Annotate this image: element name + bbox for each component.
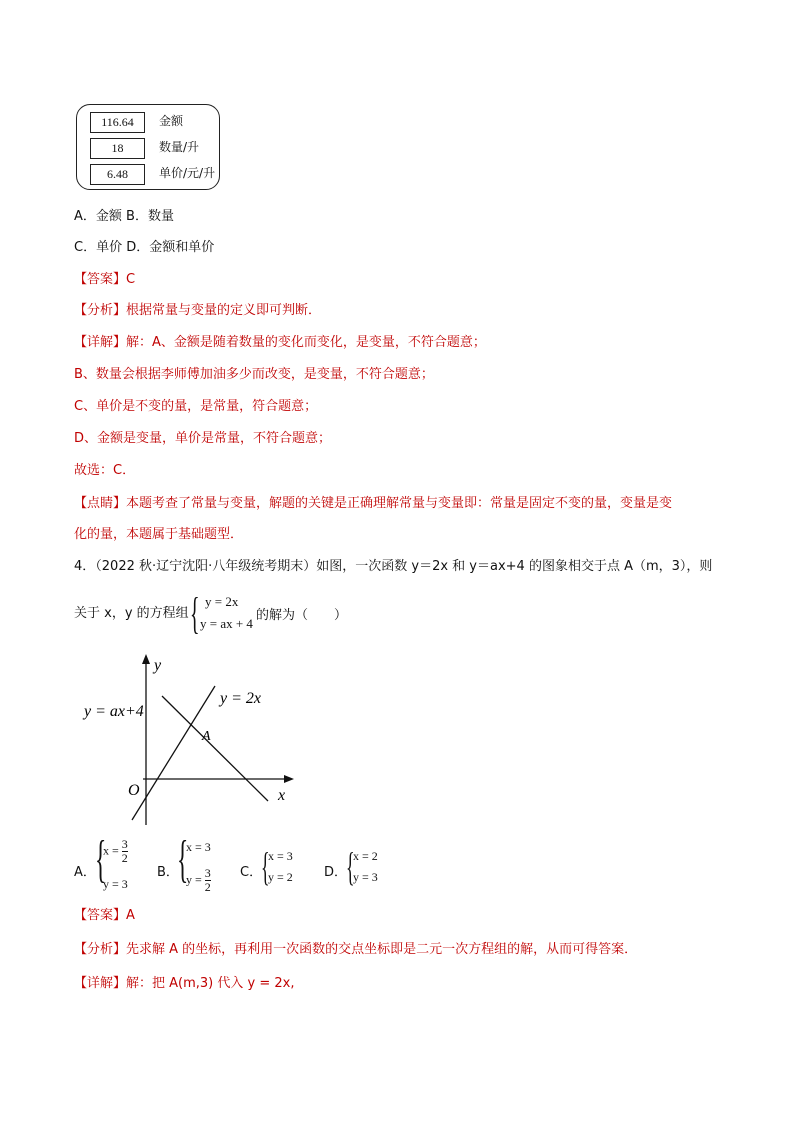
point-a-label: A	[202, 729, 211, 744]
detail-tag: 【详解】	[74, 335, 127, 350]
line-y-ax-plus-4	[162, 696, 268, 801]
line-y-2x	[132, 686, 215, 820]
q4-detail	[74, 974, 294, 994]
q3-detail-2: B、数量会根据李师傅加油多少而改变，是变量，不符合题意；	[74, 367, 434, 382]
line-2x-label: y = 2x	[220, 690, 261, 707]
comment-text: 本题考查了常量与变量，解题的关键是正确理解常量与变量即：常量是固定不变的量，变量是变	[126, 496, 673, 511]
option-d-x: x = 2	[353, 849, 378, 863]
q4-stem-2b: 的解为（ ）	[256, 608, 348, 623]
option-c-x: x = 3	[268, 849, 293, 863]
function-graph	[80, 650, 310, 830]
q3-detail-4: D、金额是变量，单价是常量，不符合题意；	[74, 431, 332, 446]
answer-value: A	[126, 908, 135, 923]
answer-value: C	[126, 272, 136, 287]
option-a-fraction	[122, 838, 128, 865]
q4-answer	[74, 906, 135, 926]
analysis-tag: 【分析】	[74, 303, 127, 318]
detail-tag: 【详解】	[74, 976, 127, 991]
option-c-brace: {	[261, 844, 270, 889]
detail-text: 解：把 A(m,3) 代入 y = 2x,	[126, 976, 295, 991]
detail-text: 解：A、金额是随着数量的变化而变化，是变量，不符合题意；	[126, 335, 486, 350]
q3-comment-1	[74, 494, 672, 514]
line-ax4-label: y = ax+4	[84, 703, 144, 720]
option-b-x: x = 3	[186, 840, 211, 854]
system-eq-2: y = ax + 4	[200, 616, 253, 631]
option-d-y: y = 3	[353, 870, 378, 884]
q4-analysis	[74, 940, 637, 960]
fuel-pump-display	[76, 104, 220, 190]
option-c-label: C．	[240, 865, 263, 880]
answer-tag: 【答案】	[74, 908, 127, 923]
q3-answer	[74, 270, 135, 290]
q4-stem-1: 4．（2022 秋·辽宁沈阳·八年级统考期末）如图，一次函数 y＝2x 和 y＝ax+4 的图象相交于点 A（m，3），则	[74, 559, 713, 574]
y-axis-label: y	[154, 657, 162, 674]
q3-analysis	[74, 301, 321, 321]
option-d-brace: {	[346, 844, 355, 889]
answer-tag: 【答案】	[74, 272, 127, 287]
y-axis-arrow	[142, 654, 150, 664]
option-b-brace: {	[177, 831, 189, 888]
option-c-y: y = 2	[268, 870, 293, 884]
comment-tag: 【点睛】	[74, 496, 127, 511]
fraction-numerator: 3	[121, 837, 128, 851]
q3-options-ab: A．金额 B．数量	[74, 209, 174, 224]
system-brace: {	[190, 589, 200, 638]
unit-price-label: 单价/元/升	[159, 166, 216, 180]
option-b-y-text: y =	[186, 872, 202, 887]
q3-detail-1	[74, 333, 486, 353]
unit-price-value: 6.48	[90, 164, 145, 185]
q3-options-cd: C．单价 D．金额和单价	[74, 240, 215, 255]
fraction-denominator: 2	[204, 880, 211, 894]
system-eq-1: y = 2x	[205, 594, 239, 609]
option-a-brace: {	[95, 831, 107, 888]
option-a-label: A．	[74, 865, 96, 880]
amount-label: 金额	[159, 114, 184, 128]
option-b-fraction	[205, 867, 211, 894]
option-a-x	[103, 838, 128, 865]
analysis-text: 根据常量与变量的定义即可判断．	[126, 303, 322, 318]
option-a-y: y = 3	[103, 877, 128, 891]
amount-value: 116.64	[90, 112, 145, 133]
quantity-label: 数量/升	[159, 140, 200, 154]
option-d-label: D．	[324, 865, 348, 880]
q3-comment-2: 化的量，本题属于基础题型．	[74, 527, 244, 542]
option-a-x-text: x =	[103, 843, 119, 858]
quantity-value: 18	[90, 138, 145, 159]
q3-detail-3: C、单价是不变的量，是常量，符合题意；	[74, 399, 318, 414]
analysis-tag: 【分析】	[74, 942, 127, 957]
q3-choose: 故选：C．	[74, 463, 136, 478]
fraction-denominator: 2	[121, 851, 128, 865]
option-b-y	[186, 867, 211, 894]
x-axis-arrow	[284, 775, 294, 783]
analysis-text: 先求解 A 的坐标，再利用一次函数的交点坐标即是二元一次方程组的解，从而可得答案．	[126, 942, 638, 957]
x-axis-label: x	[278, 787, 286, 804]
fraction-numerator: 3	[204, 866, 211, 880]
origin-label: O	[128, 782, 140, 799]
q4-stem-2a: 关于 x，y 的方程组	[74, 606, 189, 621]
option-b-label: B．	[157, 865, 179, 880]
